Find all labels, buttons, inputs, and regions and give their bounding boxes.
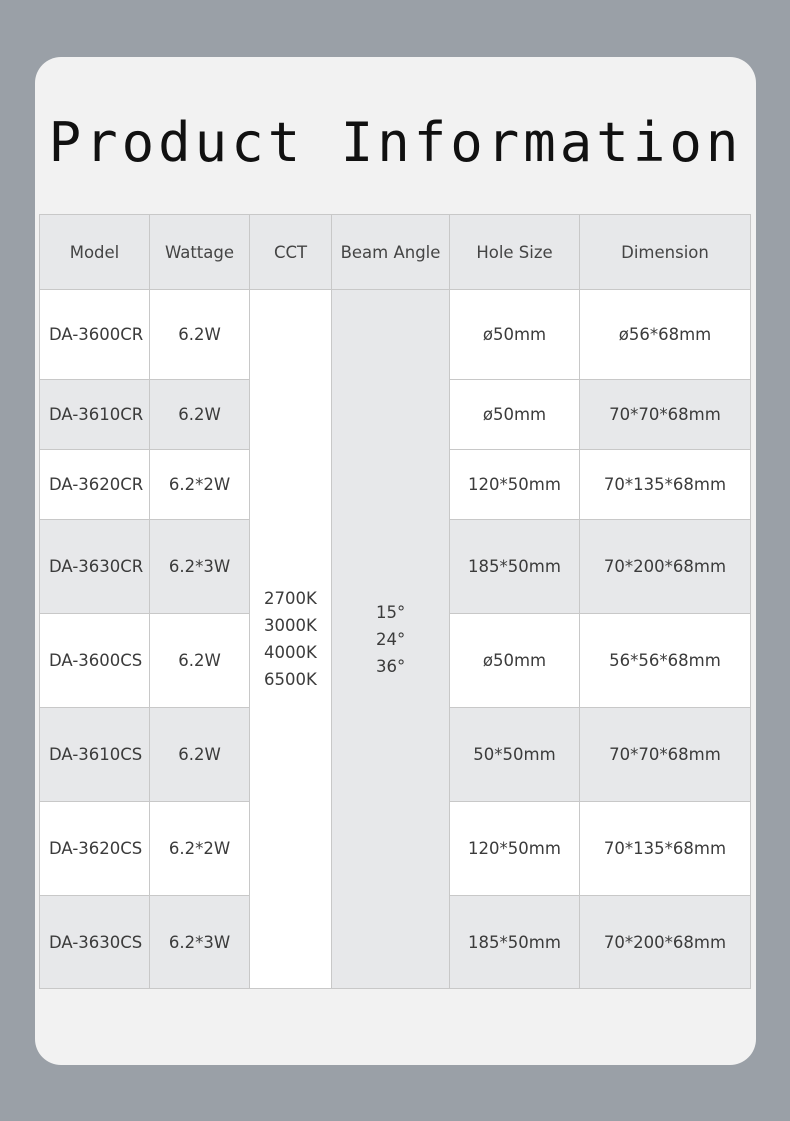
beam-value: 24°: [376, 629, 406, 649]
model-cell: DA-3630CR: [40, 520, 150, 614]
cct-value: 4000K: [264, 643, 317, 662]
model-cell: DA-3600CS: [40, 614, 150, 708]
cct-value: 2700K: [264, 589, 317, 608]
header-cct: CCT: [250, 215, 332, 290]
wattage-cell: 6.2*3W: [150, 520, 250, 614]
dimension-cell: 56*56*68mm: [580, 614, 751, 708]
wattage-cell: 6.2W: [150, 708, 250, 802]
wattage-cell: 6.2W: [150, 614, 250, 708]
header-hole-size: Hole Size: [450, 215, 580, 290]
model-cell: DA-3600CR: [40, 290, 150, 380]
wattage-cell: 6.2*3W: [150, 896, 250, 989]
cct-value: 3000K: [264, 616, 317, 635]
info-card: [35, 57, 756, 1065]
dimension-cell: ø56*68mm: [580, 290, 751, 380]
model-cell: DA-3610CR: [40, 380, 150, 450]
table-row: [40, 290, 751, 380]
header-row: [40, 215, 751, 290]
hole-size-cell: 120*50mm: [450, 802, 580, 896]
wattage-cell: 6.2W: [150, 380, 250, 450]
model-cell: DA-3630CS: [40, 896, 150, 989]
wattage-cell: 6.2W: [150, 290, 250, 380]
header-model: Model: [40, 215, 150, 290]
dimension-cell: 70*70*68mm: [580, 708, 751, 802]
dimension-cell: 70*200*68mm: [580, 520, 751, 614]
dimension-cell: 70*70*68mm: [580, 380, 751, 450]
hole-size-cell: ø50mm: [450, 380, 580, 450]
wattage-cell: 6.2*2W: [150, 802, 250, 896]
hole-size-cell: 120*50mm: [450, 450, 580, 520]
dimension-cell: 70*135*68mm: [580, 450, 751, 520]
hole-size-cell: ø50mm: [450, 290, 580, 380]
model-cell: DA-3620CR: [40, 450, 150, 520]
dimension-cell: 70*200*68mm: [580, 896, 751, 989]
page-title: Product Information: [48, 111, 743, 174]
header-wattage: Wattage: [150, 215, 250, 290]
hole-size-cell: 50*50mm: [450, 708, 580, 802]
wattage-cell: 6.2*2W: [150, 450, 250, 520]
hole-size-cell: 185*50mm: [450, 896, 580, 989]
header-dimension: Dimension: [580, 215, 751, 290]
cct-value: 6500K: [264, 670, 317, 689]
header-beam-angle: Beam Angle: [332, 215, 450, 290]
beam-angle-cell: [332, 290, 450, 989]
hole-size-cell: 185*50mm: [450, 520, 580, 614]
model-cell: DA-3610CS: [40, 708, 150, 802]
model-cell: DA-3620CS: [40, 802, 150, 896]
hole-size-cell: ø50mm: [450, 614, 580, 708]
product-table: [39, 214, 751, 989]
dimension-cell: 70*135*68mm: [580, 802, 751, 896]
cct-cell: [250, 290, 332, 989]
beam-value: 36°: [376, 656, 406, 676]
beam-value: 15°: [376, 602, 406, 622]
